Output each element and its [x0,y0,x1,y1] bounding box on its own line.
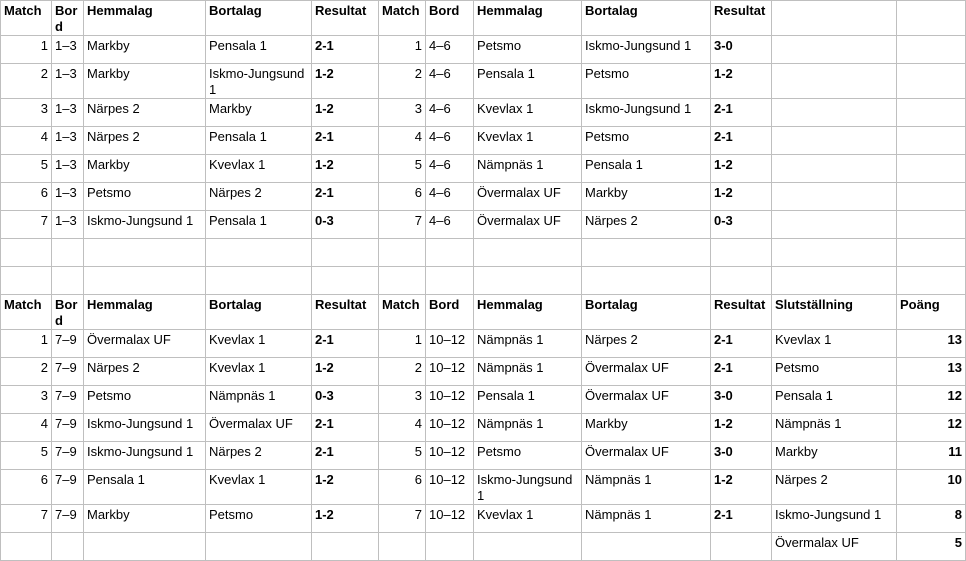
cell-bord: 7–9 [52,442,84,470]
table-row [1,330,966,358]
header-resultat: Resultat [312,295,379,330]
cell-bortalag: Pensala 1 [206,211,312,239]
cell-match: 2 [1,358,52,386]
cell-bortalag: Pensala 1 [582,155,711,183]
header-bortalag: Bortalag [206,1,312,36]
cell-bortalag: Nämpnäs 1 [206,386,312,414]
empty-cell [897,36,966,64]
cell-bord: 1–3 [52,211,84,239]
cell-bortalag: Kvevlax 1 [206,155,312,183]
header-hemmalag: Hemmalag [84,295,206,330]
cell-hemmalag: Närpes 2 [84,127,206,155]
cell-bortalag: Närpes 2 [206,183,312,211]
header-bord: Bord [52,1,84,36]
cell-match: 6 [1,470,52,505]
empty-cell [52,267,84,295]
empty-cell [582,533,711,561]
header-bortalag: Bortalag [582,1,711,36]
empty-cell [897,267,966,295]
cell-bortalag: Petsmo [206,505,312,533]
cell-match: 5 [1,155,52,183]
cell-resultat: 1-2 [312,505,379,533]
cell-bortalag: Kvevlax 1 [206,358,312,386]
cell-bord: 7–9 [52,505,84,533]
empty-row [1,533,966,561]
table-row [1,127,966,155]
empty-cell [84,267,206,295]
empty-cell [206,239,312,267]
empty-cell [772,64,897,99]
cell-match: 1 [1,330,52,358]
empty-cell [897,183,966,211]
cell-hemmalag: Markby [84,505,206,533]
cell-bortalag: Närpes 2 [582,211,711,239]
standing-points: 10 [897,470,966,505]
cell-bortalag: Närpes 2 [582,330,711,358]
cell-bord: 1–3 [52,64,84,99]
cell-bord: 1–3 [52,127,84,155]
cell-hemmalag: Nämpnäs 1 [474,358,582,386]
cell-resultat: 3-0 [711,386,772,414]
standing-points: 13 [897,358,966,386]
header-bord: Bord [426,1,474,36]
cell-resultat: 1-2 [312,99,379,127]
cell-bord: 10–12 [426,442,474,470]
cell-resultat: 1-2 [312,155,379,183]
header-bord: Bord [52,295,84,330]
cell-resultat: 2-1 [312,127,379,155]
cell-resultat: 1-2 [711,470,772,505]
table-row [1,386,966,414]
header-poang: Poäng [897,295,966,330]
cell-resultat: 2-1 [312,414,379,442]
empty-cell [582,267,711,295]
cell-bortalag: Övermalax UF [582,386,711,414]
standing-team: Petsmo [772,358,897,386]
cell-hemmalag: Pensala 1 [474,64,582,99]
header-match: Match [379,1,426,36]
empty-cell [772,1,897,36]
cell-bord: 7–9 [52,358,84,386]
empty-cell [474,267,582,295]
cell-hemmalag: Petsmo [84,386,206,414]
header-slutstallning: Slutställning [772,295,897,330]
cell-hemmalag: Iskmo-Jungsund 1 [474,470,582,505]
cell-bord: 7–9 [52,330,84,358]
header-hemmalag: Hemmalag [474,295,582,330]
cell-resultat: 2-1 [711,99,772,127]
header-hemmalag: Hemmalag [84,1,206,36]
cell-resultat: 1-2 [312,470,379,505]
empty-cell [379,239,426,267]
empty-cell [772,127,897,155]
cell-resultat: 2-1 [711,505,772,533]
standing-team: Iskmo-Jungsund 1 [772,505,897,533]
cell-resultat: 2-1 [312,36,379,64]
cell-match: 7 [1,211,52,239]
empty-cell [711,267,772,295]
cell-resultat: 2-1 [312,330,379,358]
cell-bord: 4–6 [426,127,474,155]
cell-resultat: 1-2 [711,155,772,183]
cell-match: 2 [379,358,426,386]
empty-cell [772,239,897,267]
table-row [1,505,966,533]
header-hemmalag: Hemmalag [474,1,582,36]
cell-resultat: 2-1 [711,127,772,155]
cell-bord: 10–12 [426,470,474,505]
empty-cell [379,267,426,295]
cell-match: 6 [379,183,426,211]
cell-bord: 10–12 [426,330,474,358]
empty-row [1,239,966,267]
cell-bord: 4–6 [426,155,474,183]
standing-points: 5 [897,533,966,561]
cell-bortalag: Övermalax UF [206,414,312,442]
table-row [1,442,966,470]
cell-bortalag: Markby [582,183,711,211]
cell-bord: 10–12 [426,505,474,533]
empty-cell [1,239,52,267]
empty-cell [426,267,474,295]
cell-hemmalag: Övermalax UF [84,330,206,358]
cell-bord: 10–12 [426,414,474,442]
table-row [1,36,966,64]
cell-hemmalag: Markby [84,155,206,183]
cell-resultat: 0-3 [312,386,379,414]
table-row [1,414,966,442]
empty-cell [772,267,897,295]
cell-match: 5 [379,155,426,183]
cell-resultat: 1-2 [312,64,379,99]
cell-match: 1 [379,36,426,64]
standing-team: Nämpnäs 1 [772,414,897,442]
cell-bord: 4–6 [426,99,474,127]
table-row [1,358,966,386]
cell-match: 3 [379,386,426,414]
empty-cell [426,239,474,267]
cell-resultat: 2-1 [711,358,772,386]
empty-row [1,267,966,295]
empty-cell [897,64,966,99]
standing-team: Markby [772,442,897,470]
cell-bord: 1–3 [52,36,84,64]
cell-hemmalag: Iskmo-Jungsund 1 [84,442,206,470]
cell-resultat: 2-1 [711,330,772,358]
standing-points: 13 [897,330,966,358]
empty-cell [312,239,379,267]
empty-cell [52,533,84,561]
standing-team: Övermalax UF [772,533,897,561]
table-row [1,183,966,211]
cell-bortalag: Kvevlax 1 [206,470,312,505]
cell-bortalag: Pensala 1 [206,127,312,155]
empty-cell [772,183,897,211]
cell-bortalag: Petsmo [582,64,711,99]
cell-bord: 1–3 [52,155,84,183]
header-resultat: Resultat [711,295,772,330]
cell-bortalag: Markby [206,99,312,127]
cell-hemmalag: Närpes 2 [84,358,206,386]
cell-hemmalag: Övermalax UF [474,183,582,211]
cell-hemmalag: Nämpnäs 1 [474,330,582,358]
cell-bord: 4–6 [426,211,474,239]
cell-match: 2 [1,64,52,99]
header-bortalag: Bortalag [206,295,312,330]
cell-match: 7 [379,505,426,533]
cell-resultat: 2-1 [312,442,379,470]
standing-team: Kvevlax 1 [772,330,897,358]
empty-cell [312,533,379,561]
cell-bord: 4–6 [426,183,474,211]
cell-bortalag: Övermalax UF [582,442,711,470]
cell-hemmalag: Markby [84,36,206,64]
cell-bord: 1–3 [52,183,84,211]
cell-bord: 7–9 [52,414,84,442]
empty-cell [897,211,966,239]
empty-cell [1,267,52,295]
cell-match: 1 [379,330,426,358]
cell-bortalag: Nämpnäs 1 [582,470,711,505]
cell-bord: 10–12 [426,358,474,386]
cell-resultat: 3-0 [711,442,772,470]
table-row [1,99,966,127]
empty-cell [772,155,897,183]
cell-bord: 10–12 [426,386,474,414]
cell-bortalag: Kvevlax 1 [206,330,312,358]
header-match: Match [379,295,426,330]
cell-bortalag: Närpes 2 [206,442,312,470]
cell-match: 1 [1,36,52,64]
cell-match: 4 [1,414,52,442]
cell-bord: 7–9 [52,470,84,505]
standing-points: 12 [897,414,966,442]
empty-cell [379,533,426,561]
cell-match: 2 [379,64,426,99]
cell-bord: 1–3 [52,99,84,127]
empty-cell [84,533,206,561]
standing-team: Närpes 2 [772,470,897,505]
cell-hemmalag: Iskmo-Jungsund 1 [84,211,206,239]
cell-match: 4 [379,127,426,155]
cell-bord: 4–6 [426,64,474,99]
empty-cell [772,211,897,239]
cell-hemmalag: Nämpnäs 1 [474,155,582,183]
standing-team: Pensala 1 [772,386,897,414]
cell-bortalag: Nämpnäs 1 [582,505,711,533]
header-bortalag: Bortalag [582,295,711,330]
header-resultat: Resultat [711,1,772,36]
empty-cell [711,533,772,561]
standing-points: 8 [897,505,966,533]
cell-hemmalag: Övermalax UF [474,211,582,239]
header-bord: Bord [426,295,474,330]
empty-cell [474,239,582,267]
cell-match: 5 [1,442,52,470]
cell-bord: 4–6 [426,36,474,64]
empty-cell [426,533,474,561]
cell-match: 6 [1,183,52,211]
cell-resultat: 0-3 [312,211,379,239]
cell-match: 4 [379,414,426,442]
cell-bortalag: Pensala 1 [206,36,312,64]
empty-cell [52,239,84,267]
empty-cell [206,533,312,561]
cell-hemmalag: Petsmo [474,36,582,64]
cell-resultat: 3-0 [711,36,772,64]
cell-hemmalag: Kvevlax 1 [474,127,582,155]
cell-resultat: 0-3 [711,211,772,239]
cell-hemmalag: Pensala 1 [474,386,582,414]
standing-points: 12 [897,386,966,414]
cell-resultat: 1-2 [312,358,379,386]
cell-resultat: 1-2 [711,414,772,442]
cell-bortalag: Iskmo-Jungsund 1 [582,36,711,64]
cell-match: 4 [1,127,52,155]
cell-resultat: 1-2 [711,64,772,99]
cell-hemmalag: Kvevlax 1 [474,505,582,533]
empty-cell [474,533,582,561]
cell-resultat: 2-1 [312,183,379,211]
empty-cell [312,267,379,295]
cell-match: 7 [1,505,52,533]
empty-cell [711,239,772,267]
header-match: Match [1,1,52,36]
cell-match: 3 [379,99,426,127]
cell-bortalag: Iskmo-Jungsund 1 [582,99,711,127]
empty-cell [582,239,711,267]
header-resultat: Resultat [312,1,379,36]
table-row [1,211,966,239]
cell-bord: 7–9 [52,386,84,414]
cell-match: 7 [379,211,426,239]
empty-cell [772,36,897,64]
cell-hemmalag: Petsmo [84,183,206,211]
cell-bortalag: Markby [582,414,711,442]
table-row [1,64,966,99]
empty-cell [897,1,966,36]
table-row [1,470,966,505]
cell-bortalag: Iskmo-Jungsund 1 [206,64,312,99]
cell-match: 6 [379,470,426,505]
empty-cell [1,533,52,561]
cell-match: 5 [379,442,426,470]
cell-hemmalag: Kvevlax 1 [474,99,582,127]
table-row [1,155,966,183]
header-row [1,1,966,36]
empty-cell [897,127,966,155]
cell-hemmalag: Markby [84,64,206,99]
cell-hemmalag: Petsmo [474,442,582,470]
cell-resultat: 1-2 [711,183,772,211]
cell-match: 3 [1,99,52,127]
empty-cell [897,155,966,183]
header-match: Match [1,295,52,330]
cell-hemmalag: Iskmo-Jungsund 1 [84,414,206,442]
cell-match: 3 [1,386,52,414]
cell-hemmalag: Pensala 1 [84,470,206,505]
cell-bortalag: Övermalax UF [582,358,711,386]
cell-hemmalag: Närpes 2 [84,99,206,127]
empty-cell [772,99,897,127]
empty-cell [897,99,966,127]
cell-bortalag: Petsmo [582,127,711,155]
cell-hemmalag: Nämpnäs 1 [474,414,582,442]
standing-points: 11 [897,442,966,470]
header-row [1,295,966,330]
empty-cell [206,267,312,295]
empty-cell [84,239,206,267]
empty-cell [897,239,966,267]
